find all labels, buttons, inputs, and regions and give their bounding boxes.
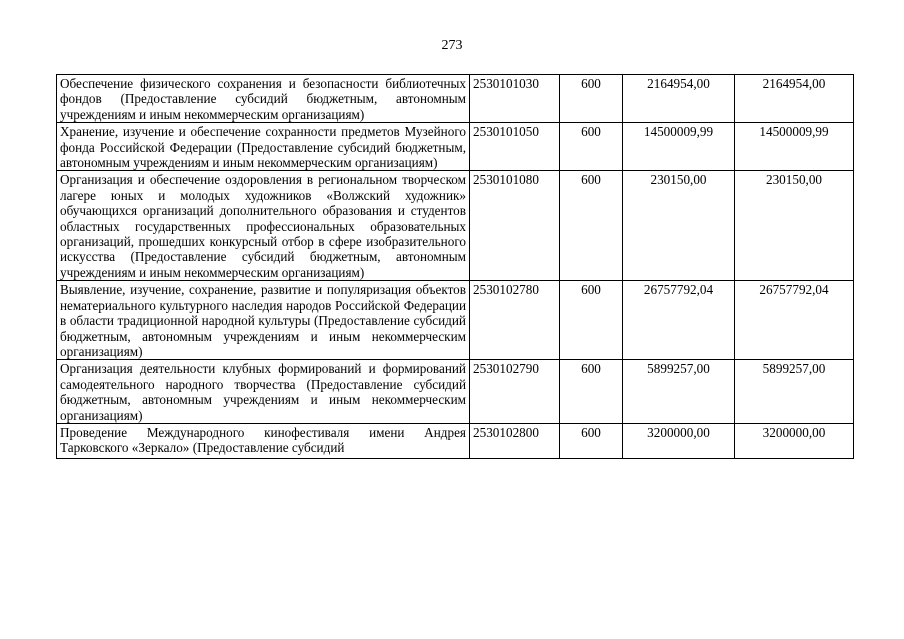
table-row [57,171,854,281]
table-row [57,75,854,123]
row-amount-2: 230150,00 [735,171,854,281]
row-type: 600 [560,75,623,123]
row-amount-1: 5899257,00 [623,360,735,424]
row-type: 600 [560,123,623,171]
row-amount-2: 14500009,99 [735,123,854,171]
table-row [57,360,854,424]
row-description: Организация и обеспечение оздоровления в региональном творческом лагере юных и молодых художников «Волжский художник» обучающихся организаций дополнительного образования и студентов областных государственных профессиональных образовательных организаций, прошедших конкурсный отбор в сфере изобразительного искусства (Предоставление субсидий бюджетным, автономным учреждениям и иным некоммерческим организациям) [57,171,470,281]
row-type: 600 [560,281,623,360]
row-type: 600 [560,171,623,281]
row-amount-2: 2164954,00 [735,75,854,123]
row-amount-1: 2164954,00 [623,75,735,123]
row-amount-1: 14500009,99 [623,123,735,171]
row-description: Организация деятельности клубных формирований и формирований самодеятельного народного творчества (Предоставление субсидий бюджетным, автономным учреждениям и иным некоммерческим организациям) [57,360,470,424]
row-description-cell [57,423,470,458]
table-row [57,423,854,458]
row-description: Проведение Международного кинофестиваля имени Андрея Тарковского «Зеркало» (Предоставление субсидий [60,424,466,456]
row-code: 2530101080 [470,171,560,281]
row-code: 2530101030 [470,75,560,123]
page-number: 273 [441,38,463,53]
table-row [57,123,854,171]
row-code: 2530102780 [470,281,560,360]
row-amount-1: 3200000,00 [623,423,735,458]
row-amount-2: 26757792,04 [735,281,854,360]
row-amount-1: 26757792,04 [623,281,735,360]
row-code: 2530101050 [470,123,560,171]
budget-table [56,74,854,459]
row-type: 600 [560,423,623,458]
row-description: Хранение, изучение и обеспечение сохранности предметов Музейного фонда Российской Федерации (Предоставление субсидий бюджетным, автономным учреждениям и иным некоммерческим организациям) [57,123,470,171]
row-amount-2: 3200000,00 [735,423,854,458]
row-code: 2530102800 [470,423,560,458]
table-row [57,281,854,360]
row-amount-1: 230150,00 [623,171,735,281]
row-description: Выявление, изучение, сохранение, развитие и популяризация объектов нематериального культурного наследия народов Российской Федерации в области традиционной народной культуры (Предоставление субсидий бюджетным, автономным учреждениям и иным некоммерческим организациям) [57,281,470,360]
row-type: 600 [560,360,623,424]
row-amount-2: 5899257,00 [735,360,854,424]
row-code: 2530102790 [470,360,560,424]
row-description: Обеспечение физического сохранения и безопасности библиотечных фондов (Предоставление субсидий бюджетным, автономным учреждениям и иным некоммерческим организациям) [57,75,470,123]
